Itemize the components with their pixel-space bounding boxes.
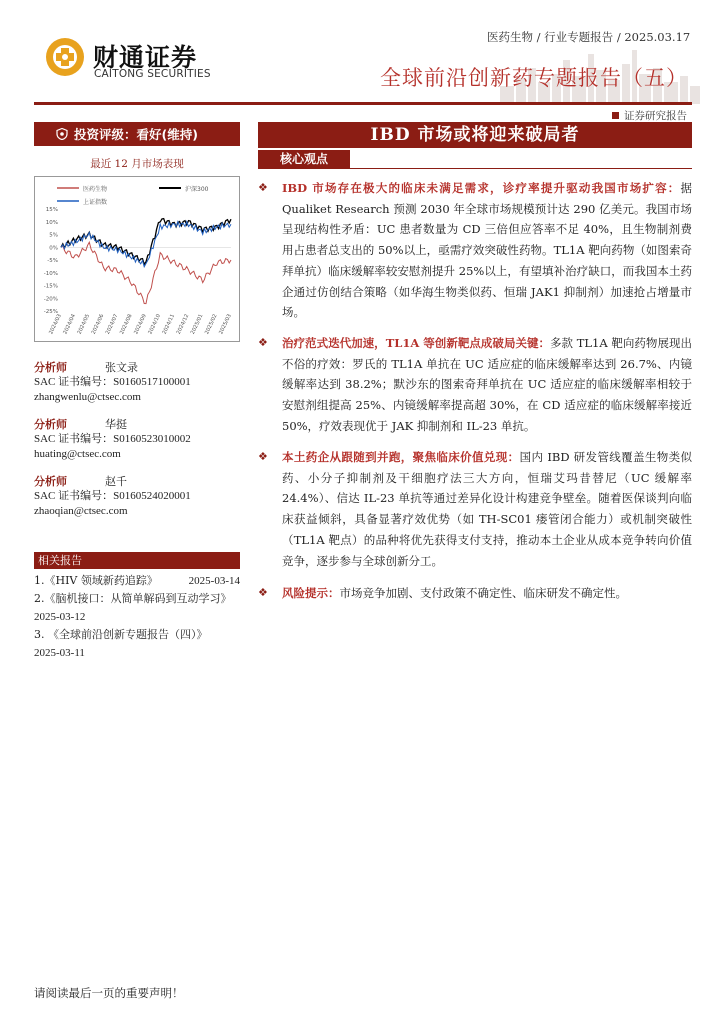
related-reports-header: 相关报告	[34, 552, 240, 569]
x-tick-label: 2024/12	[175, 313, 191, 336]
analyst-name: 张文录	[105, 361, 138, 374]
y-tick-label: -25%	[43, 309, 58, 315]
related-report-item[interactable]	[34, 572, 240, 590]
report-type-label: 证券研究报告	[612, 108, 687, 123]
diamond-bullet-icon: ❖	[258, 450, 268, 463]
investment-rating	[34, 122, 240, 146]
x-tick-label: 2024/05	[76, 313, 92, 336]
x-tick-label: 2025/02	[204, 313, 219, 336]
x-tick-label: 2024/06	[90, 313, 106, 336]
series-line-csi300	[61, 219, 231, 265]
core-views-divider	[258, 168, 692, 169]
y-tick-label: 0%	[49, 245, 58, 252]
breadcrumb: 医药生物 / 行业专题报告 / 2025.03.17	[487, 30, 691, 44]
diamond-bullet-icon: ❖	[258, 336, 268, 349]
x-tick-label: 2024/09	[133, 313, 148, 336]
x-tick-label: 2024/07	[104, 313, 120, 336]
x-tick-label: 2025/01	[189, 313, 205, 336]
rating-text: 投资评级：看好(维持)	[74, 127, 198, 142]
legend-label: 上证指数	[83, 199, 108, 206]
x-tick-label: 2025/03	[218, 313, 233, 336]
y-tick-label: -20%	[43, 296, 58, 303]
logo-text-en: CAITONG SECURITIES	[94, 68, 211, 80]
chart-caption: 最近 12 月市场表现	[90, 158, 184, 170]
related-report-date: 2025-03-12	[34, 611, 86, 623]
analyst-card	[34, 417, 240, 462]
related-reports-list	[34, 572, 240, 662]
footer-disclaimer[interactable]: 请阅读最后一页的重要声明！	[34, 986, 184, 1000]
key-point	[258, 447, 692, 571]
core-views-label: 核心观点	[258, 150, 350, 168]
x-tick-label: 2024/11	[161, 313, 177, 336]
y-tick-label: 15%	[45, 207, 58, 213]
key-point-lead: 风险提示：	[282, 586, 340, 600]
company-logo-icon	[44, 36, 86, 78]
analyst-email[interactable]: zhangwenlu@ctsec.com	[34, 391, 141, 403]
related-report-title: 2.《脑机接口：从简单解码到互动学习》	[34, 592, 232, 605]
analyst-sac: SAC 证书编号：S0160524020001	[34, 490, 191, 502]
y-tick-label: 10%	[45, 219, 58, 226]
analyst-sac: SAC 证书编号：S0160523010002	[34, 433, 191, 445]
x-tick-label: 2024/03	[48, 313, 63, 336]
analyst-role: 分析师	[34, 361, 67, 374]
key-point	[258, 333, 692, 437]
analyst-name: 华挺	[105, 418, 127, 431]
related-report-date: 2025-03-14	[188, 575, 240, 587]
key-point-text: 多款 TL1A 靶向药物展现出不俗的疗效：罗氏的 TL1A 单抗在 UC 适应症的临床缓解率达到 26.7%、内镜缓解率达到 38.2%；默沙东的图索奇拜单抗在 UC 适应症的临床缓解率相较于安慰剂组提高 25%、内镜缓解率提高超 30%，在 CD 适应症的临床缓解率接近 50%，疗效表现优于 JAK 抑制剂和 IL-23 单抗。	[282, 336, 692, 433]
legend-label: 医药生物	[83, 186, 108, 193]
x-tick-label: 2024/04	[62, 313, 77, 336]
analyst-role: 分析师	[34, 475, 67, 488]
y-tick-label: -10%	[43, 270, 58, 277]
key-point-text: 国内 IBD 研发管线覆盖生物类似药、小分子抑制剂及干细胞疗法三大方向，恒瑞艾玛昔替尼（UC 缓解率 24.4%）、信达 IL-23 单抗等通过差异化设计构建竞争壁垒。随着医保谈判向临床获益倾斜，具备显著疗效优势（如 TH-SC01 瘘管闭合能力）或机制突破性（TL1A 靶点）的品种将优先获得支付支持，推动本土企业从成本竞争转向价值竞争，逐步参与全球创新分工。	[282, 450, 692, 568]
y-tick-label: -5%	[47, 258, 58, 264]
related-report-title: 3. 《全球前沿创新专题报告（四）》	[34, 628, 208, 641]
key-point	[258, 178, 692, 323]
analyst-name: 赵千	[105, 475, 127, 488]
analyst-sac: SAC 证书编号：S0160517100001	[34, 376, 191, 388]
analyst-email[interactable]: zhaoqian@ctsec.com	[34, 505, 128, 517]
key-point-lead: 治疗范式迭代加速，TL1A 等创新靶点成破局关键：	[282, 336, 551, 350]
analyst-role: 分析师	[34, 418, 67, 431]
related-report-item[interactable]	[34, 626, 240, 662]
shield-icon	[56, 128, 68, 140]
related-report-title: 1.《HIV 领域新药追踪》	[34, 574, 158, 587]
legend-label: 沪深300	[185, 186, 209, 193]
x-tick-label: 2024/08	[119, 313, 134, 336]
analyst-card	[34, 360, 240, 405]
x-tick-label: 2024/10	[147, 313, 162, 336]
key-point-lead: 本土药企从跟随到并跑，聚焦临床价值兑现：	[282, 450, 520, 464]
analyst-email[interactable]: huating@ctsec.com	[34, 448, 121, 460]
y-tick-label: -15%	[43, 283, 58, 290]
chart-svg	[35, 177, 239, 341]
report-series-title: 全球前沿创新药专题报告（五）	[380, 66, 688, 90]
analyst-card	[34, 474, 240, 519]
related-report-date: 2025-03-11	[34, 647, 85, 659]
y-tick-label: 5%	[49, 232, 58, 239]
market-performance-chart	[34, 176, 240, 342]
diamond-bullet-icon: ❖	[258, 586, 268, 599]
logo-text-cn: 财通证券	[93, 43, 198, 72]
series-line-pharma	[61, 242, 231, 303]
key-point-lead: IBD 市场存在极大的临床未满足需求，诊疗率提升驱动我国市场扩容：	[282, 181, 681, 195]
key-point-text: 市场竞争加剧、支付政策不确定性、临床研发不确定性。	[339, 586, 627, 600]
page-title: IBD 市场或将迎来破局者	[258, 122, 692, 148]
key-point-text: 据 Qualiket Research 预测 2030 年全球市场规模预计达 290 亿美元。我国市场呈现结构性矛盾：UC 患者数量为 CD 三倍但应答率不足 40%，且生物制剂费用占患者总支出的 50%以上，亟需疗效突破性药物。TL1A 靶向药物（如图索奇拜单抗）临床缓解率较安慰剂提升 25%以上，有望填补治疗缺口，而我国本土药企通过仿创结合策略（如华海生物类似药、恒瑞 JAK1 抑制剂）加速抢占增量市场。	[282, 181, 692, 320]
header-divider	[34, 102, 692, 105]
diamond-bullet-icon: ❖	[258, 181, 268, 194]
key-point	[258, 583, 692, 604]
related-report-item[interactable]	[34, 590, 240, 626]
